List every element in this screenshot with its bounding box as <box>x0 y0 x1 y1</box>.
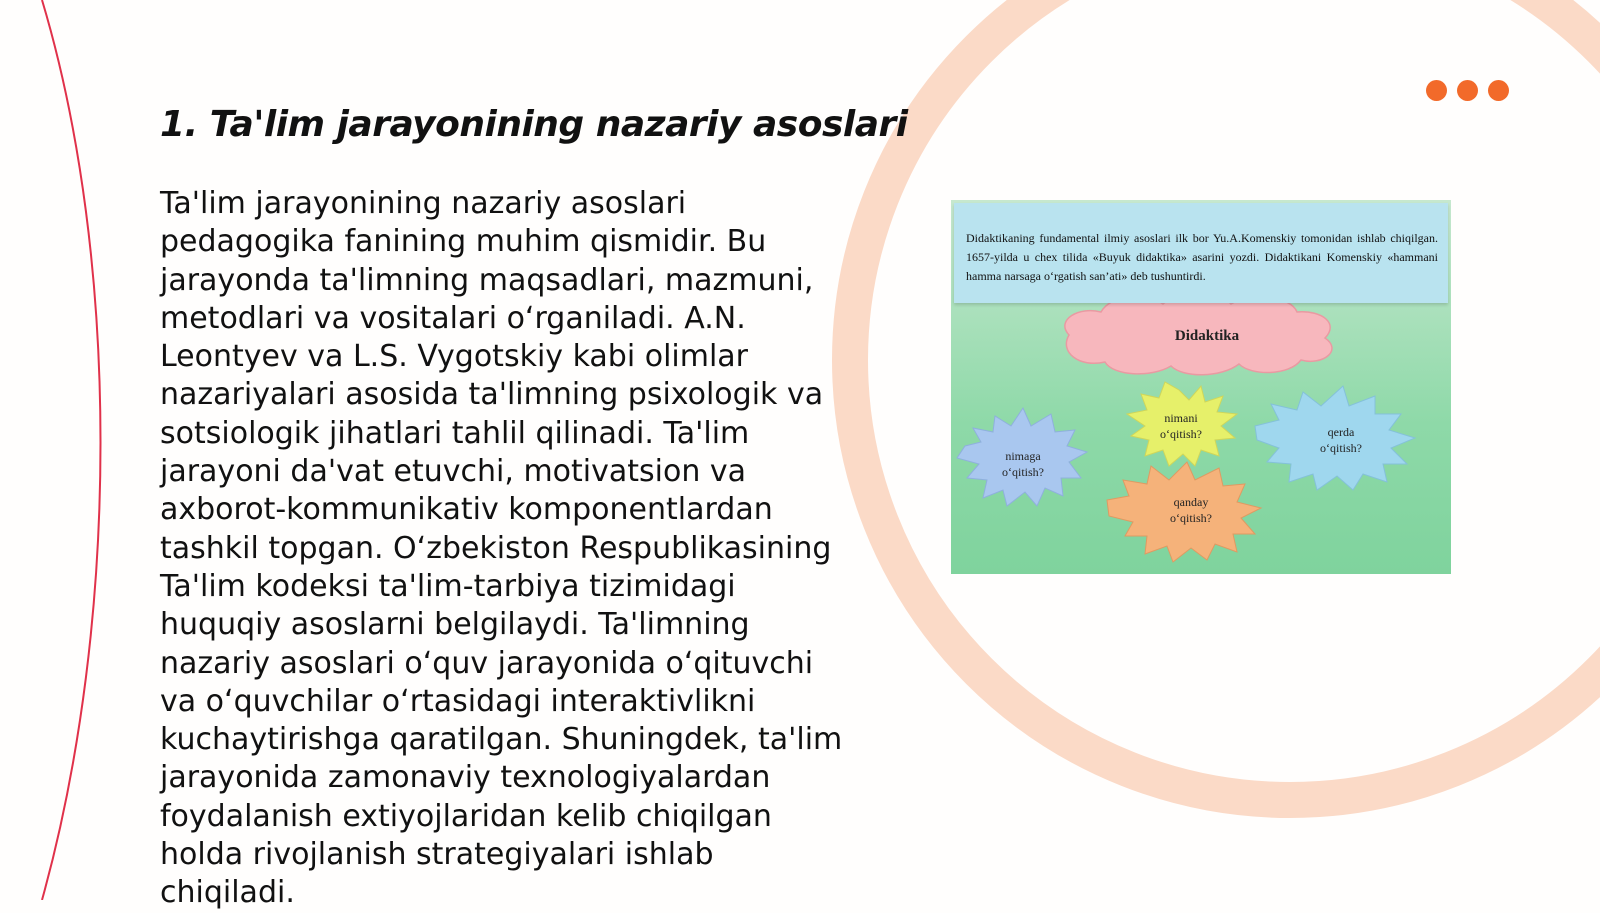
dot-icon <box>1457 80 1478 101</box>
decorative-left-curve <box>42 0 101 900</box>
burst-label: o‘qitish? <box>1170 511 1212 525</box>
burst-qerda <box>1255 386 1415 490</box>
burst-nimani <box>1127 382 1237 466</box>
cloud-label: Didaktika <box>1174 328 1240 344</box>
burst-label: qerda <box>1327 425 1355 439</box>
figure-note-text: Didaktikaning fundamental ilmiy asoslari ilk bor Yu.A.Komenskiy tomonidan ishlab chiqilgan. 1657-yilda u chex tilida «Buyuk didaktika» asarini yozdi. Didaktikani Komenskiy «hammani hamma narsaga o‘rgatish san’ati» deb tushuntirdi. <box>954 203 1448 303</box>
dot-icon <box>1426 80 1447 101</box>
didactics-figure <box>951 200 1451 574</box>
slide-title: 1. Ta'lim jarayonining nazariy asoslari <box>160 104 908 145</box>
dot-icon <box>1488 80 1509 101</box>
didaktika-cloud <box>1065 293 1332 375</box>
burst-label: o‘qitish? <box>1320 441 1362 455</box>
burst-nimaga <box>957 408 1087 506</box>
burst-label: nimaga <box>1005 449 1041 463</box>
burst-label: nimani <box>1164 411 1198 425</box>
burst-label: o‘qitish? <box>1002 465 1044 479</box>
slide-body-text: Ta'lim jarayonining nazariy asoslari pedagogika fanining muhim qismidir. Bu jarayonda ta'limning maqsadlari, mazmuni, metodlari va vositalari o‘rganiladi. A.N. Leontyev va L.S. Vygotskiy kabi olimlar nazariyalari asosida ta'limning psixologik va sotsiologik jihatlari tahlil qilinadi. Ta'lim jarayoni da'vat etuvchi, motivatsion va axborot-kommunikativ komponentlardan tashkil topgan. O‘zbekiston Respublikasining Ta'lim kodeksi ta'lim-tarbiya tizimidagi huquqiy asoslarni belgilaydi. Ta'limning nazariy asoslari o‘quv jarayonida o‘qituvchi va o‘quvchilar o‘rtasidagi interaktivlikni kuchaytirishga qaratilgan. Shuningdek, ta'lim jarayonida zamonaviy texnologiyalardan foydalanish extiyojlaridan kelib chiqilgan holda rivojlanish strategiyalari ishlab chiqiladi. <box>160 186 843 911</box>
slide-dots-indicator <box>1426 80 1509 101</box>
burst-label: qanday <box>1173 495 1209 509</box>
burst-qanday <box>1107 462 1261 562</box>
burst-label: o‘qitish? <box>1160 427 1202 441</box>
